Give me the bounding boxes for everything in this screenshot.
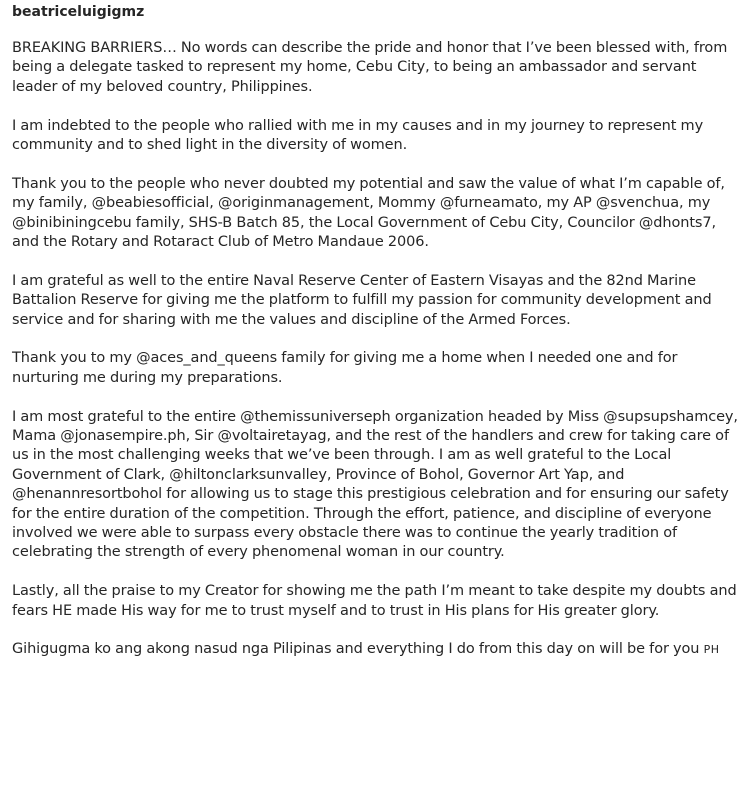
caption-text-segment: , Mama [12,408,738,445]
caption-paragraph [12,117,742,156]
mention-link[interactable]: @dhonts7 [638,214,712,231]
mention-link[interactable]: @themissuniverseph [240,408,391,425]
caption-text-segment: family for giving me a home when I needed one and for nurturing me during my preparations. [12,350,678,386]
caption-text-segment: family, SHS-B Batch 85, the Local Government of Cebu City, Councilor [131,214,639,231]
caption-paragraph [12,175,742,253]
caption-text-segment: , and the Rotary and Rotaract Club of Metro Mandaue 2006. [12,214,717,251]
caption-text-segment: Thank you to my [12,350,137,367]
post-caption-container [12,3,742,679]
caption-text-segment: , Province of Bohol, Governor Art Yap, and [326,466,625,483]
caption-text-segment: organization headed by Miss [390,408,604,425]
caption-text-segment: , [209,195,218,212]
caption-text-segment: I am most grateful to the entire [12,408,241,425]
caption-text-segment: , my AP [537,195,596,212]
mention-link[interactable]: @jonasempire.ph [60,428,186,445]
caption-text-segment: I am grateful as well to the entire Naval Reserve Center of Eastern Visayas and the 82nd Marine Battalion Reserve for giving me the platform to fulfill my passion for community development and service and for sharing with me the values and discipline of the Armed Forces. [12,272,712,328]
caption-text-segment: Thank you to the people who never doubted my potential and saw the value of what I’m capable of, my family, [12,175,725,212]
mention-link[interactable]: @furneamato [439,195,538,212]
caption-text-segment: for allowing us to stage this prestigious celebration and for ensuring our safety for the entire duration of the competition. Through the effort, patience, and discipline of everyone involved we were able to surpass every obstacle there was to continue the yearly tradition of celebrating the strength of every phenomenal woman in our country. [12,486,729,561]
caption-text-segment: I am indebted to the people who rallied with me in my causes and in my journey to represent my community and to shed light in the diversity of women. [12,117,704,154]
caption-text-segment: Lastly, all the praise to my Creator for showing me the path I’m meant to take despite my doubts and fears HE made His way for me to trust myself and to trust in His plans for His greater glory. [12,583,737,619]
philippines-flag-icon: PH [703,643,720,657]
mention-link[interactable]: @hiltonclarksunvalley [169,466,327,483]
caption-text-segment: Gihigugma ko ang akong nasud nga Pilipinas and everything I do from this day on will be for you [12,641,704,658]
mention-link[interactable]: @originmanagement [217,195,370,212]
mention-link[interactable]: @supsupshamcey [603,408,734,425]
mention-link[interactable]: @beabiesofficial [91,195,210,212]
caption-text [12,39,742,660]
mention-link[interactable]: @henannresortbohol [12,486,163,503]
username-link[interactable]: beatriceluigigmz [12,4,145,20]
caption-paragraph [12,582,742,621]
caption-text-segment: , Mommy [369,195,440,212]
mention-link[interactable]: @aces_and_queens [136,350,278,367]
caption-paragraph [12,39,742,97]
caption-paragraph [12,272,742,330]
caption-text-segment: , Sir [185,428,218,445]
mention-link[interactable]: @binibiningcebu [12,214,132,231]
caption-text-segment: BREAKING BARRIERS… No words can describe the pride and honor that I’ve been blessed with, from being a delegate tasked to represent my home, Cebu City, to being an ambassador and servant leader of my beloved country, Philippines. [12,40,728,95]
mention-link[interactable]: @voltairetayag [217,428,327,445]
caption-paragraph [12,408,742,563]
caption-paragraph [12,349,742,388]
caption-paragraph [12,640,742,659]
caption-text-segment: , my [679,195,711,212]
mention-link[interactable]: @svenchua [595,195,679,212]
caption-text-segment: , and the rest of the handlers and crew for taking care of us in the most challenging weeks that we’ve been through. I am as well grateful to the Local Government of Clark, [12,428,729,483]
